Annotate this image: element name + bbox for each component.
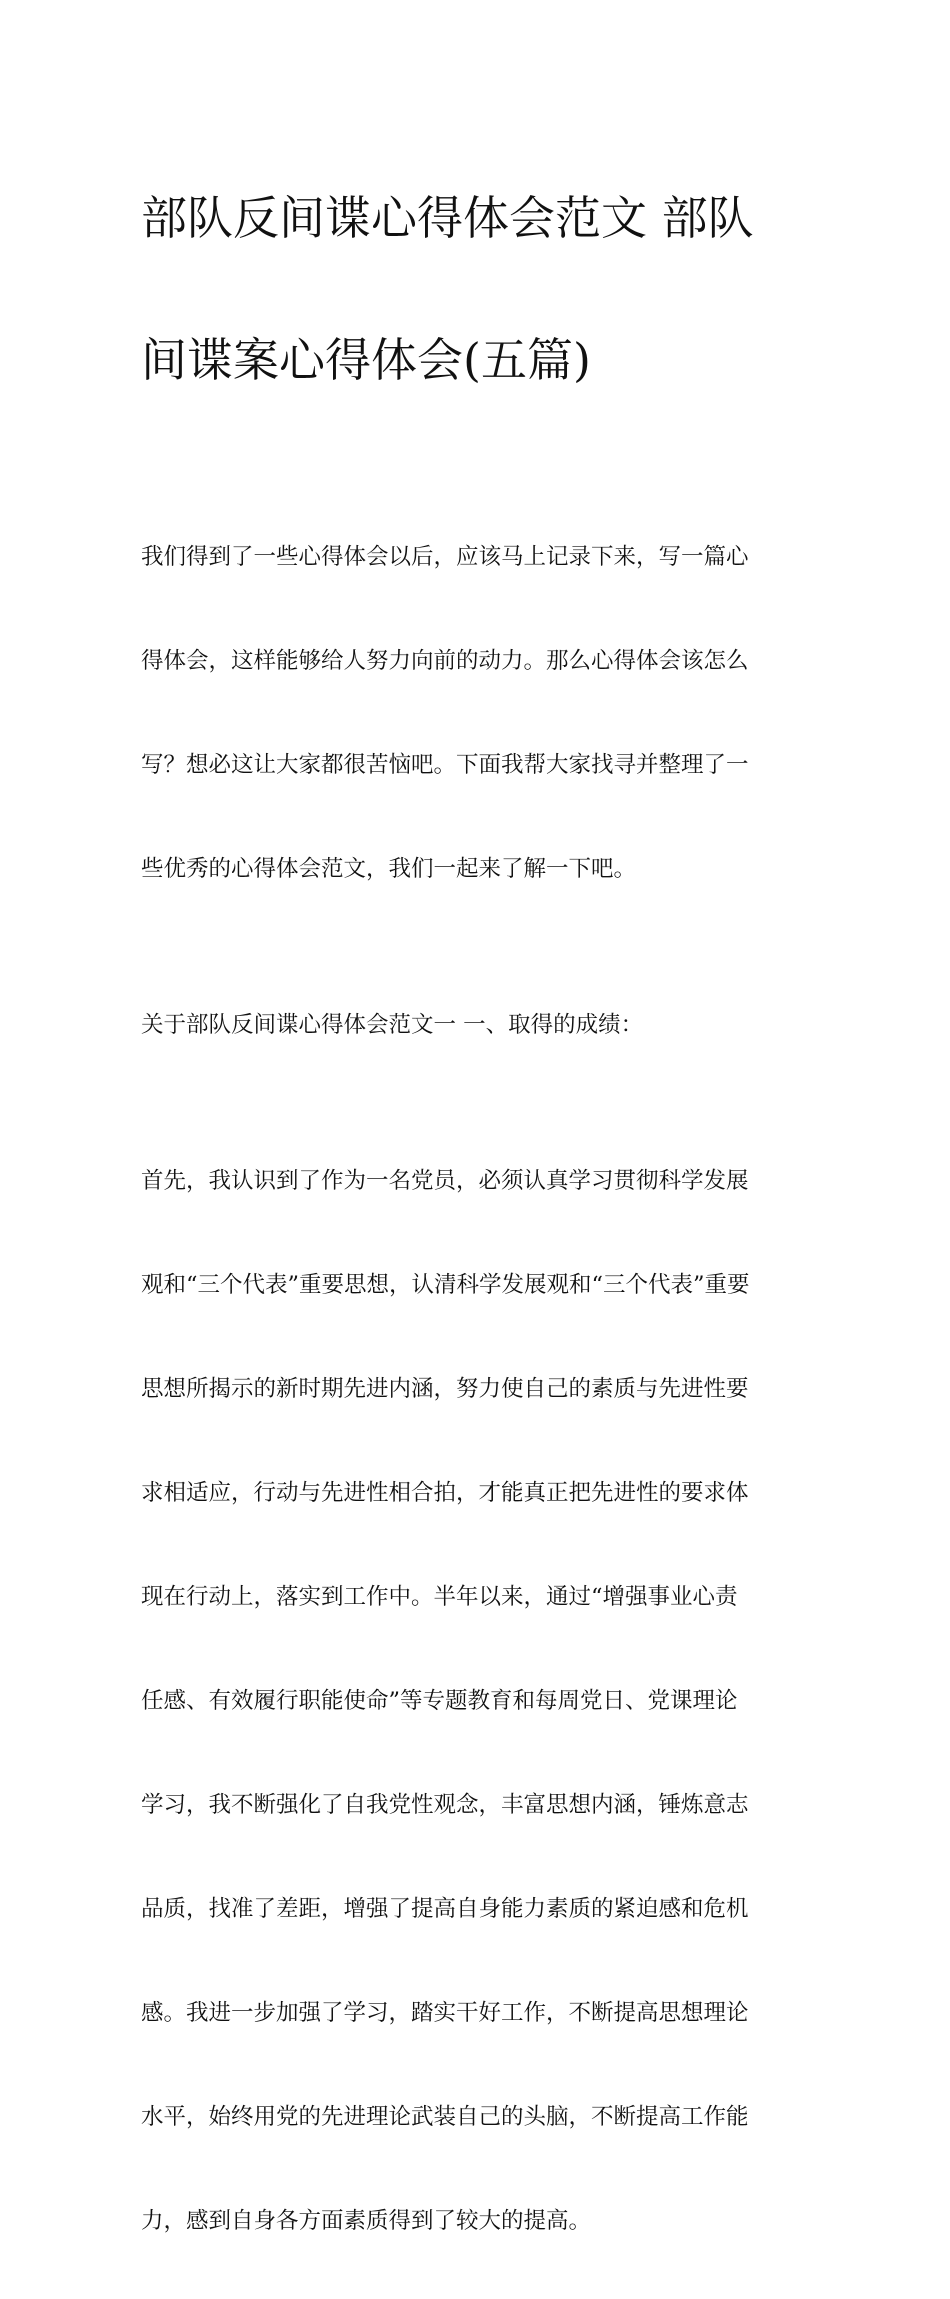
text-line: 感。我进一步加强了学习，踏实干好工作，不断提高思想理论 — [141, 2000, 749, 2026]
document-body — [141, 479, 813, 2299]
body-paragraph — [141, 1103, 813, 2299]
document-content — [141, 112, 813, 2299]
text-line: 品质，找准了差距，增强了提高自身能力素质的紧迫感和危机 — [141, 1896, 749, 1922]
text-line: 关于部队反间谍心得体会范文一 一、取得的成绩： — [141, 1012, 644, 1038]
text-line: 思想所揭示的新时期先进内涵，努力使自己的素质与先进性要 — [141, 1376, 749, 1402]
text-line: 些优秀的心得体会范文，我们一起来了解一下吧。 — [141, 856, 637, 882]
document-title — [141, 112, 813, 467]
text-line: 任感、有效履行职能使命”等专题教育和每周党日、党课理论 — [141, 1688, 738, 1714]
text-line: 求相适应，行动与先进性相合拍，才能真正把先进性的要求体 — [141, 1480, 749, 1506]
text-line: 观和“三个代表”重要思想，认清科学发展观和“三个代表”重要 — [141, 1272, 750, 1298]
text-line: 首先，我认识到了作为一名党员，必须认真学习贯彻科学发展 — [141, 1168, 749, 1194]
title-line: 间谍案心得体会(五篇) — [141, 333, 591, 387]
section-heading — [141, 947, 813, 1103]
text-line: 现在行动上，落实到工作中。半年以来，通过“增强事业心责 — [141, 1584, 738, 1610]
intro-paragraph — [141, 479, 813, 947]
text-line: 写？想必这让大家都很苦恼吧。下面我帮大家找寻并整理了一 — [141, 752, 749, 778]
title-line: 部队反间谍心得体会范文 部队 — [141, 191, 754, 245]
text-line: 水平，始终用党的先进理论武装自己的头脑，不断提高工作能 — [141, 2104, 749, 2130]
text-line: 我们得到了一些心得体会以后，应该马上记录下来，写一篇心 — [141, 544, 749, 570]
text-line: 学习，我不断强化了自我党性观念，丰富思想内涵，锤炼意志 — [141, 1792, 749, 1818]
text-line: 力，感到自身各方面素质得到了较大的提高。 — [141, 2208, 592, 2234]
text-line: 得体会，这样能够给人努力向前的动力。那么心得体会该怎么 — [141, 648, 749, 674]
